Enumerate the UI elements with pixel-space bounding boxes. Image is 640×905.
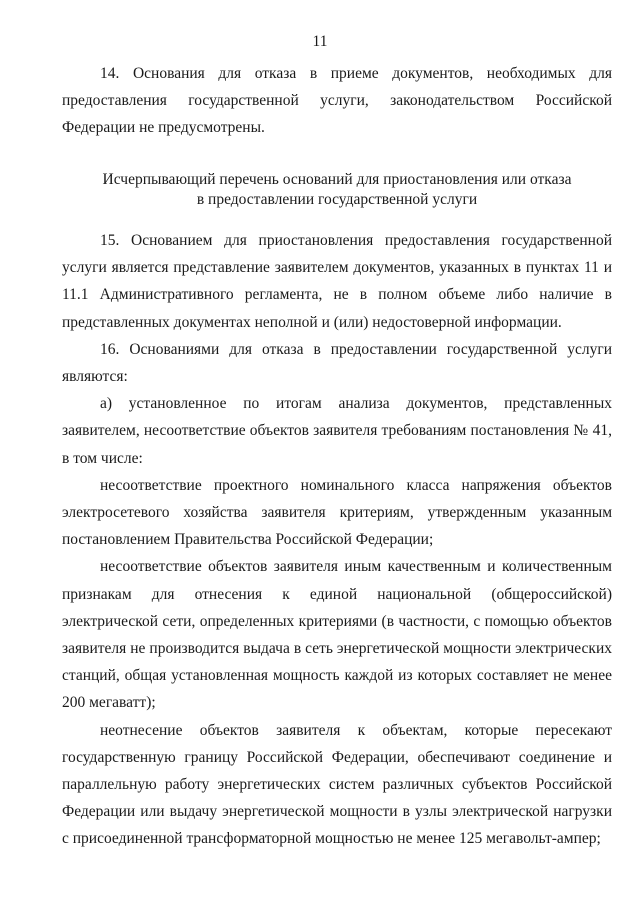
section-heading-line-1: Исчерпывающий перечень оснований для приостановления или отказа [102, 171, 572, 188]
section-heading-line-2: в предоставлении государственной услуги [196, 191, 478, 208]
paragraph-14-block [62, 60, 612, 142]
paragraph-16: 16. Основаниями для отказа в предоставлении государственной услуги являются: [62, 340, 612, 386]
paragraph-16-a-item-2: несоответствие объектов заявителя иным качественным и количественным признакам для отнесения к единой национальной (общероссийской) электрической сети, определенных критериями (в частности, с помощью объектов заявителя не производится выдача в сеть энергетической мощности электрических станций, общая установленная мощность каждой из которых составляет не менее 200 мегаватт); [62, 558, 612, 712]
paragraph-16-a-item-3: неотнесение объектов заявителя к объектам, которые пересекают государственную границу Российской Федерации, обеспечивают соединение и параллельную работу энергетических систем различных субъектов Российской Федерации или выдачу энергетической мощности в узлы электрической нагрузки с присоединенной трансформаторной мощностью не менее 125 мегавольт-ампер; [62, 721, 612, 848]
paragraph-16-a-item-1: несоответствие проектного номинального класса напряжения объектов электросетевого хозяйства заявителя критериям, утвержденным указанным постановлением Правительства Российской Федерации; [62, 476, 612, 549]
paragraph-16-a: а) установленное по итогам анализа документов, представленных заявителем, несоответствие объектов заявителя требованиям постановления № 41, в том числе: [62, 395, 612, 467]
paragraph-14: 14. Основания для отказа в приеме документов, необходимых для предоставления государственной услуги, законодательством Российской Федерации не предусмотрены. [62, 65, 612, 137]
section-heading [62, 170, 612, 210]
paragraph-15: 15. Основанием для приостановления предоставления государственной услуги является представление заявителем документов, указанных в пунктах 11 и 11.1 Административного регламента, не в полном объеме либо наличие в представленных документах неполной и (или) недостоверной информации. [62, 232, 612, 331]
page-number: 11 [312, 33, 328, 50]
body-text-block [62, 227, 612, 853]
